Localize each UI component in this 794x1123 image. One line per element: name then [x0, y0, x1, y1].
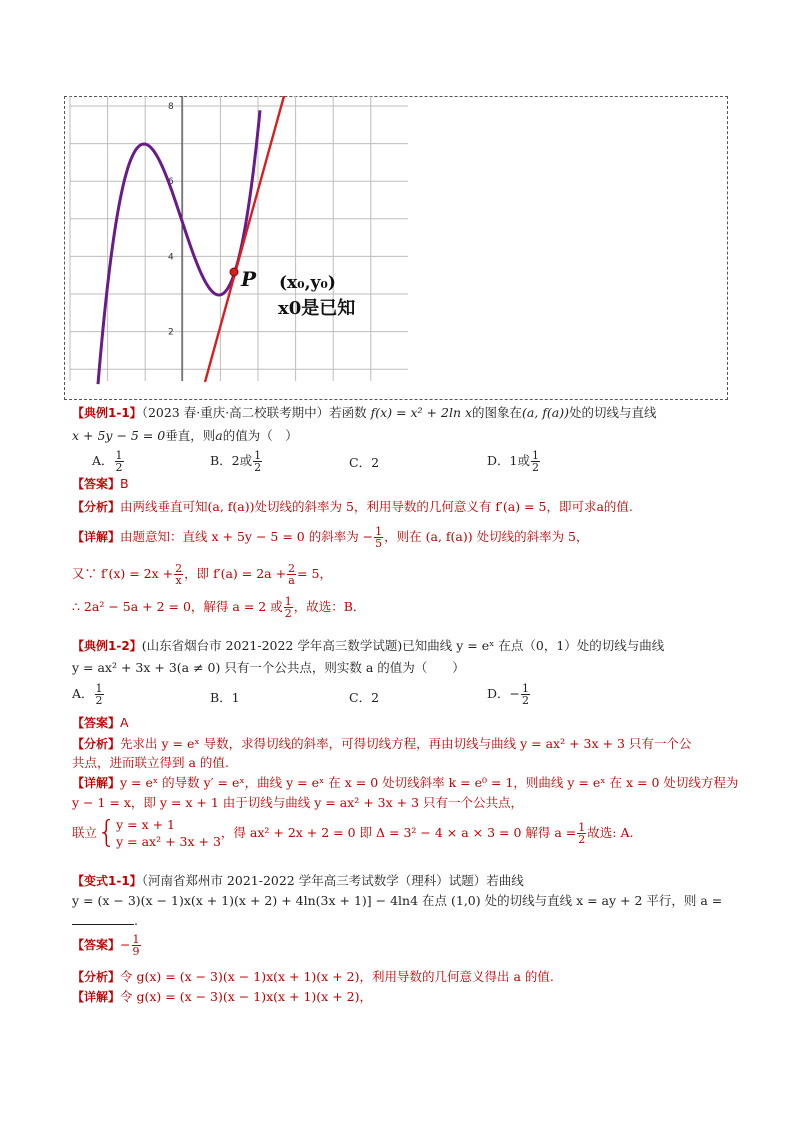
- ex1-detail3-frac: [284, 596, 293, 619]
- ex1-detail1a: 由题意知：直线 x + 5y − 5 = 0 的斜率为 −: [120, 529, 374, 544]
- ex2-analysis1: 先求出 y = eˣ 导数，求得切线的斜率，可得切线方程，再由切线与曲线 y = ax² + 3x + 3 只有一个公: [120, 736, 692, 751]
- ex2-option-a: [72, 683, 105, 706]
- ex2-analysis-line2: 共点，进而联立得到 a 的值.: [72, 755, 229, 770]
- ex2-question-line2: y = ax² + 3x + 3(a ≠ 0) 只有一个公共点，则实数 a 的值为（ ）: [72, 660, 465, 675]
- var1-detail-text: 令 g(x) = (x − 3)(x − 1)x(x + 1)(x + 2)，: [120, 989, 372, 1004]
- var1-detail-tag: 【详解】: [72, 990, 121, 1004]
- ex2-detail3-mid: ，得 ax² + 2x + 2 = 0 即 Δ = 3² − 4 × a × 3 = 0 解得 a =: [220, 825, 577, 840]
- var1-answer-tag: 【答案】: [72, 938, 121, 952]
- var1-analysis: [72, 968, 554, 986]
- ex2-option-a-frac: [95, 683, 104, 706]
- ex2-option-d-frac: [521, 683, 530, 706]
- ex1-option-a-frac: [115, 450, 124, 473]
- ex2-option-d-label: D．−: [487, 686, 520, 701]
- frac-num: 1: [284, 595, 292, 608]
- ex1-analysis-text: 由两线垂直可知(a, f(a))处切线的斜率为 5，利用导数的几何意义有 f′(a) = 5，即可求a的值.: [120, 499, 633, 514]
- frac-den: x: [175, 574, 182, 587]
- frac-den: 2: [95, 694, 103, 707]
- graph-grid: [70, 96, 408, 381]
- var1-blank-line: .: [72, 912, 138, 930]
- var1-question-line1: [72, 872, 524, 890]
- ex2-question-line1: [72, 637, 664, 655]
- ex1-option-d: [487, 450, 541, 473]
- ex1-answer: [72, 475, 129, 493]
- frac-num: 2: [288, 562, 296, 575]
- ex1-analysis-tag: 【分析】: [72, 500, 121, 514]
- ex1-answer-value: B: [120, 476, 129, 491]
- ex2-detail-line1: [72, 774, 738, 792]
- var1-analysis-tag: 【分析】: [72, 970, 121, 984]
- equation-system: [116, 816, 221, 850]
- coordinate-label: (x₀,y₀): [279, 273, 336, 293]
- ex1-option-a: [92, 450, 125, 473]
- ex1-line2d: 的值为（ ）: [222, 428, 298, 443]
- ex1-option-c: C．2: [349, 455, 380, 470]
- frac-num: 1: [132, 933, 140, 946]
- var1-answer-sign: −: [120, 937, 131, 952]
- ex1-question-line2: [72, 427, 298, 445]
- ex2-option-d: [487, 683, 531, 706]
- ex1-detail1b: ，则在 (a, f(a)) 处切线的斜率为 5，: [384, 529, 589, 544]
- ex1-point: (a, f(a)): [522, 405, 570, 420]
- ex1-line2c: a: [215, 428, 223, 443]
- y-tick-label: 2: [168, 327, 174, 338]
- ex1-option-a-label: A．: [92, 453, 114, 468]
- ex1-line-equation: x + 5y − 5 = 0: [72, 428, 166, 443]
- ex2-detail-tag: 【详解】: [72, 776, 121, 790]
- ex2-answer-tag: 【答案】: [72, 716, 121, 730]
- frac-num: 2: [175, 562, 183, 575]
- y-tick-label: 4: [168, 252, 174, 263]
- var1-answer-frac: [132, 934, 141, 957]
- frac-num: 1: [375, 525, 383, 538]
- ex1-detail-line3: [72, 596, 365, 619]
- ex2-detail-line2: y − 1 = x，即 y = x + 1 由于切线与曲线 y = ax² + 3x + 3 只有一个公共点，: [72, 795, 523, 810]
- system-eq2: y = ax² + 3x + 3: [116, 834, 221, 849]
- tangent-line: [205, 96, 284, 382]
- ex2-detail3-frac: [577, 822, 586, 845]
- ex1-analysis: [72, 498, 633, 516]
- ex1-detail3a: ∴ 2a² − 5a + 2 = 0，解得 a = 2 或: [72, 599, 283, 614]
- ex1-option-b-frac: [253, 450, 262, 473]
- ex2-answer-value: A: [120, 715, 129, 730]
- frac-den: 2: [531, 461, 539, 474]
- frac-den: a: [288, 574, 295, 587]
- ex2-option-c: C．2: [349, 690, 380, 705]
- var1-answer: [72, 934, 142, 957]
- ex1-detail1-frac: [374, 526, 383, 549]
- var1-detail: [72, 988, 372, 1006]
- ex1-detail2a: 又∵ f′(x) = 2x +: [72, 566, 174, 581]
- ex1-option-b: [210, 450, 263, 473]
- answer-blank: [72, 912, 134, 925]
- ex2-detail3-end: 故选: A.: [587, 825, 634, 840]
- ex1-detail2b: ，即 f′(a) = 2a +: [184, 566, 287, 581]
- tangent-point-p: [230, 268, 238, 276]
- ex1-source: （2023 春·重庆·高二校联考期中）若函数: [141, 405, 367, 420]
- ex1-detail-line1: [72, 526, 589, 549]
- frac-den: 2: [522, 694, 529, 707]
- ex1-option-d-label: D．1或: [487, 453, 530, 468]
- frac-num: 1: [95, 682, 103, 695]
- frac-den: 5: [375, 537, 383, 550]
- ex1-line2b: 垂直，则: [165, 428, 216, 443]
- ex1-text1: 的图象在: [472, 405, 523, 420]
- frac-num: 1: [115, 449, 123, 462]
- frac-num: 1: [522, 682, 529, 695]
- ex1-question-line1: [72, 404, 657, 422]
- frac-den: 2: [284, 607, 292, 620]
- ex2-source: (山东省烟台市 2021-2022 学年高三数学试题)已知曲线 y = eˣ 在点（0，1）处的切线与曲线: [141, 638, 665, 653]
- ex1-answer-tag: 【答案】: [72, 477, 121, 491]
- ex2-tag: 【典例1-2】: [72, 639, 142, 653]
- var1-analysis-text: 令 g(x) = (x − 3)(x − 1)x(x + 1)(x + 2)，利用导数的几何意义得出 a 的值.: [120, 969, 554, 984]
- ex1-detail2c: = 5，: [297, 566, 332, 581]
- var1-tag: 【变式1-1】: [72, 874, 142, 888]
- frac-den: 2: [115, 461, 123, 474]
- ex2-detail-line3: [72, 816, 633, 856]
- system-brace: {: [97, 815, 117, 850]
- frac-num: 1: [578, 820, 586, 834]
- ex2-analysis-tag: 【分析】: [72, 737, 121, 751]
- ex1-tag: 【典例1-1】: [72, 406, 142, 420]
- frac-den: 2: [578, 832, 586, 846]
- system-eq1: y = x + 1: [116, 817, 176, 832]
- graph-figure: [64, 96, 728, 400]
- frac-num: 1: [254, 449, 262, 462]
- ex1-function: f(x) = x² + 2ln x: [370, 405, 473, 420]
- ex2-detail1: y = eˣ 的导数 y′ = eˣ，曲线 y = eˣ 在 x = 0 处切线斜率 k = e⁰ = 1，则曲线 y = eˣ 在 x = 0 处切线方程为: [120, 775, 739, 790]
- y-tick-label: 6: [168, 177, 174, 188]
- ex1-detail-tag: 【详解】: [72, 530, 121, 544]
- ex2-detail3-pre: 联立: [72, 825, 98, 840]
- ex2-analysis-line1: [72, 735, 691, 753]
- ex1-text2: 处的切线与直线: [569, 405, 657, 420]
- ex2-answer: [72, 714, 129, 732]
- ex1-option-d-frac: [531, 450, 540, 473]
- frac-num: 1: [531, 449, 539, 462]
- ex1-detail2-frac2: [287, 563, 296, 586]
- frac-den: 2: [254, 461, 262, 474]
- ex1-detail2-frac1: [174, 563, 183, 586]
- y-tick-label: 8: [168, 102, 174, 112]
- frac-den: 9: [132, 945, 140, 958]
- cubic-curve: [98, 110, 260, 384]
- ex1-detail-line2: [72, 563, 332, 586]
- y-axis-ticks: [168, 102, 174, 338]
- known-x0-note: x0是已知: [278, 298, 356, 319]
- ex1-detail3b: ，故选：B．: [293, 599, 366, 614]
- var1-source: （河南省郑州市 2021-2022 学年高三考试数学（理科）试题）若曲线: [141, 873, 524, 888]
- ex2-option-b: B．1: [210, 690, 240, 705]
- point-label-p: P: [241, 267, 257, 291]
- var1-question-line2: y = (x − 3)(x − 1)x(x + 1)(x + 2) + 4ln(3x + 1)] − 4ln4 在点 (1,0) 处的切线与直线 x = ay + 2 平行，则 a =: [72, 893, 723, 908]
- ex1-option-b-label: B．2或: [210, 453, 253, 468]
- ex2-option-a-label: A．: [72, 686, 94, 701]
